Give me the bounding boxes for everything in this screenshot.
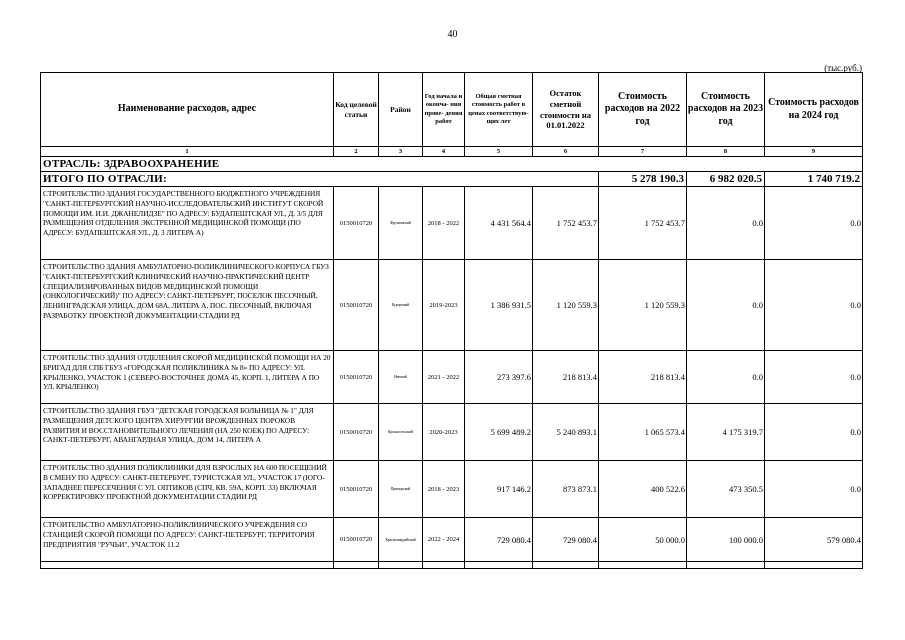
row-years: 2020-2023 [423,404,465,461]
row-remainder: 218 813.4 [533,351,599,404]
page-number: 40 [447,29,458,40]
row-description: СТРОИТЕЛЬСТВО ЗДАНИЯ ГОСУДАРСТВЕННОГО БЮДЖЕТНОГО УЧРЕЖДЕНИЯ "САНКТ-ПЕТЕРБУРГСКИЙ НАУЧНО-ИССЛЕДОВАТЕЛЬСКИЙ ИНСТИТУТ СКОРОЙ ПОМОЩИ ИМ. И.И. ДЖАНЕЛИДЗЕ" ПО АДРЕСУ: БУДАПЕШТСКАЯ УЛ., Д. 3/5 ДЛЯ РАЗМЕЩЕНИЯ ОТДЕЛЕНИЯ ЭКСТРЕННОЙ МЕДИЦИНСКОЙ ПОМОЩИ (ПО АДРЕСУ: БУДАПЕШТСКАЯ УЛ., Д. 3 ЛИТЕРА А) [41,187,334,260]
row-code: 0150010720 [334,260,379,351]
row-description: СТРОИТЕЛЬСТВО ЗДАНИЯ ПОЛИКЛИНИКИ ДЛЯ ВЗРОСЛЫХ НА 600 ПОСЕЩЕНИЙ В СМЕНУ ПО АДРЕСУ: САНКТ-ПЕТЕРБУРГ, ТУРИСТСКАЯ УЛ., УЧАСТОК 17 (ЮГО-ЗАПАДНЕЕ ПЕРЕСЕЧЕНИЯ С УЛ. ОПТИКОВ (СПЧ, КВ. 59А, КОРП. 33) ВКЛЮЧАЯ КОРРЕКТИРОВКУ ПРОЕКТНОЙ ДОКУМЕНТАЦИИ СТАДИИ РД [41,461,334,518]
branch-title: ОТРАСЛЬ: ЗДРАВООХРАНЕНИЕ [41,157,863,172]
total-label: ИТОГО ПО ОТРАСЛИ: [41,172,599,187]
row-description: СТРОИТЕЛЬСТВО ЗДАНИЯ ОТДЕЛЕНИЯ СКОРОЙ МЕДИЦИНСКОЙ ПОМОЩИ НА 20 БРИГАД ДЛЯ СПБ ГБУЗ «ГОРОДСКАЯ ПОЛИКЛИНИКА № 8» ПО АДРЕСУ: УЛ. КРЫЛЕНКО, УЧАСТОК 1 (СЕВЕРО-ВОСТОЧНЕЕ ДОМА 45, КОРП. 1, ЛИТЕРА А ПО УЛ. КРЫЛЕНКО) [41,351,334,404]
column-number: 3 [379,147,423,157]
row-cost-2022: 1 065 573.4 [599,404,687,461]
column-number: 2 [334,147,379,157]
row-total-cost: 729 080.4 [465,518,533,562]
header-remainder: Остаток сметной стоимости на 01.01.2022 [533,73,599,147]
row-remainder: 729 080.4 [533,518,599,562]
continuation-row [41,562,863,569]
total-cost-2022: 5 278 190.3 [599,172,687,187]
row-description: СТРОИТЕЛЬСТВО АМБУЛАТОРНО-ПОЛИКЛИНИЧЕСКОГО УЧРЕЖДЕНИЯ СО СТАНЦИЕЙ СКОРОЙ ПОМОЩИ ПО АДРЕСУ: САНКТ-ПЕТЕРБУРГ, ТЕРРИТОРИЯ ПРЕДПРИЯТИЯ "РУЧЬИ", УЧАСТОК 11.2 [41,518,334,562]
table-row [41,260,863,351]
table-row [41,518,863,562]
row-total-cost: 1 386 931.5 [465,260,533,351]
column-number: 6 [533,147,599,157]
header-cost-2022: Стоимость расходов на 2022 год [599,73,687,147]
row-district: Красногвардейский [379,518,423,562]
row-district: Красносельский [379,404,423,461]
header-row [41,73,863,147]
header-district: Район [379,73,423,147]
row-cost-2024: 0.0 [765,351,863,404]
row-total-cost: 273 397.6 [465,351,533,404]
column-numbers-row [41,147,863,157]
row-cost-2023: 0.0 [687,351,765,404]
row-cost-2022: 1 120 559.3 [599,260,687,351]
column-number: 9 [765,147,863,157]
row-cost-2023: 4 175 319.7 [687,404,765,461]
column-number: 8 [687,147,765,157]
row-years: 2018 - 2022 [423,187,465,260]
row-remainder: 1 120 559.3 [533,260,599,351]
row-cost-2024: 579 080.4 [765,518,863,562]
row-code: 0150010720 [334,187,379,260]
table-row [41,187,863,260]
header-name: Наименование расходов, адрес [41,73,334,147]
row-total-cost: 4 431 564.4 [465,187,533,260]
row-cost-2022: 218 813.4 [599,351,687,404]
column-number: 4 [423,147,465,157]
row-district: Фрунзенский [379,187,423,260]
row-total-cost: 5 699 489.2 [465,404,533,461]
units-label: (тыс.руб.) [824,63,862,73]
row-cost-2022: 1 752 453.7 [599,187,687,260]
header-cost-2023: Стоимость расходов на 2023 год [687,73,765,147]
column-number: 5 [465,147,533,157]
row-description: СТРОИТЕЛЬСТВО ЗДАНИЯ АМБУЛАТОРНО-ПОЛИКЛИНИЧЕСКОГО КОРПУСА ГБУЗ "САНКТ-ПЕТЕРБУРГСКИЙ КЛИНИЧЕСКИЙ НАУЧНО-ПРАКТИЧЕСКИЙ ЦЕНТР СПЕЦИАЛИЗИРОВАННЫХ ВИДОВ МЕДИЦИНСКОЙ ПОМОЩИ (ОНКОЛОГИЧЕСКИЙ)" ПО АДРЕСУ: САНКТ-ПЕТЕРБУРГ, ПОСЕЛОК ПЕСОЧНЫЙ, ЛЕНИНГРАДСКАЯ УЛИЦА, ДОМ 68А, ЛИТЕРА А, ПОС. ПЕСОЧНЫЙ, ВКЛЮЧАЯ РАЗРАБОТКУ ПРОЕКТНОЙ ДОКУМЕНТАЦИИ СТАДИИ РД [41,260,334,351]
header-years: Год начала и оконча- ния прове- дения работ [423,73,465,147]
row-cost-2023: 100 000.0 [687,518,765,562]
table-row [41,404,863,461]
header-total-cost: Общая сметная стоимость работ в ценах соответствую- щих лет [465,73,533,147]
table-row [41,351,863,404]
row-cost-2023: 0.0 [687,260,765,351]
row-cost-2024: 0.0 [765,404,863,461]
expenses-table [40,72,863,569]
row-cost-2023: 0.0 [687,187,765,260]
total-cost-2023: 6 982 020.5 [687,172,765,187]
row-years: 2021 - 2022 [423,351,465,404]
row-code: 0150010720 [334,351,379,404]
row-cost-2024: 0.0 [765,260,863,351]
row-remainder: 1 752 453.7 [533,187,599,260]
total-cost-2024: 1 740 719.2 [765,172,863,187]
row-years: 2022 - 2024 [423,518,465,562]
row-district: Приморский [379,461,423,518]
row-code: 0150010720 [334,518,379,562]
row-remainder: 5 240 893.1 [533,404,599,461]
row-cost-2024: 0.0 [765,461,863,518]
row-cost-2023: 473 350.5 [687,461,765,518]
total-row [41,172,863,187]
row-cost-2024: 0.0 [765,187,863,260]
branch-row [41,157,863,172]
row-remainder: 873 873.1 [533,461,599,518]
row-code: 0150010720 [334,461,379,518]
header-code: Код целевой статьи [334,73,379,147]
row-code: 0150010720 [334,404,379,461]
row-description: СТРОИТЕЛЬСТВО ЗДАНИЯ ГБУЗ "ДЕТСКАЯ ГОРОДСКАЯ БОЛЬНИЦА № 1" ДЛЯ РАЗМЕЩЕНИЯ ДЕТСКОГО ЦЕНТРА ХИРУРГИИ ВРОЖДЕННЫХ ПОРОКОВ РАЗВИТИЯ И ВОССТАНОВИТЕЛЬНОГО ЛЕЧЕНИЯ (НА 250 КОЕК) ПО АДРЕСУ: САНКТ-ПЕТЕРБУРГ, АВАНГАРДНАЯ УЛИЦА, ДОМ 14, ЛИТЕРА А [41,404,334,461]
row-years: 2019-2023 [423,260,465,351]
row-district: Невский [379,351,423,404]
row-total-cost: 917 146.2 [465,461,533,518]
header-cost-2024: Стоимость расходов на 2024 год [765,73,863,147]
row-cost-2022: 400 522.6 [599,461,687,518]
row-years: 2018 - 2023 [423,461,465,518]
table-row [41,461,863,518]
row-district: Курортный [379,260,423,351]
column-number: 7 [599,147,687,157]
row-cost-2022: 50 000.0 [599,518,687,562]
column-number: 1 [41,147,334,157]
